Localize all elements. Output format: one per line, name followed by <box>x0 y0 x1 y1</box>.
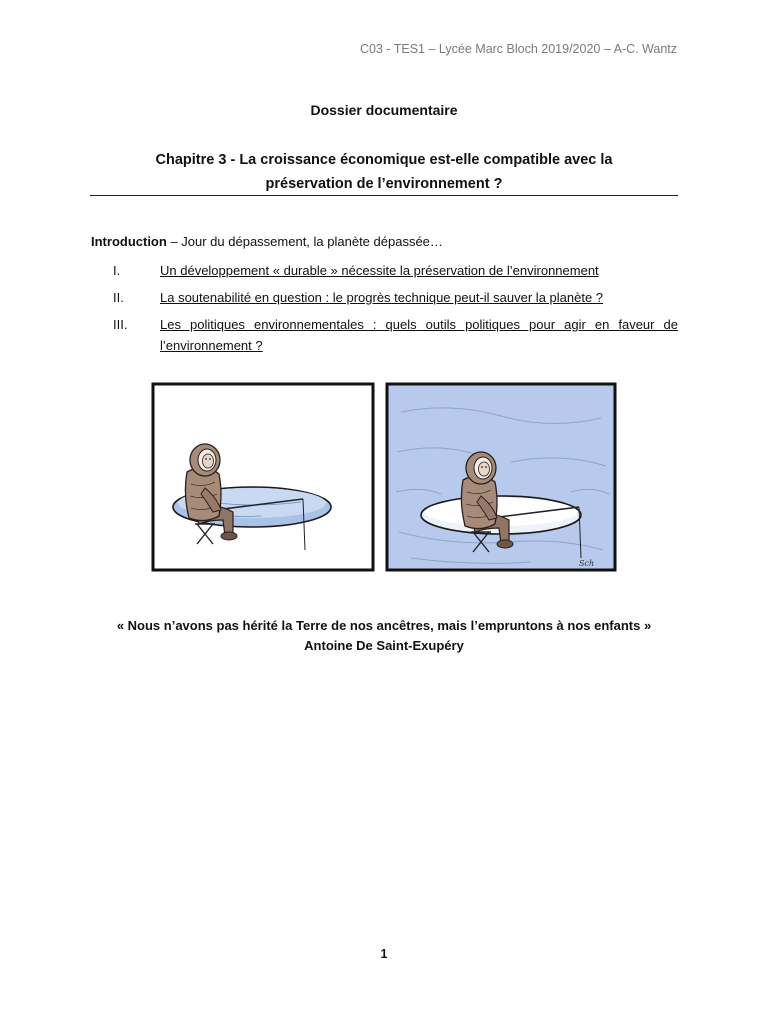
toc-number: III. <box>113 317 128 332</box>
quote-text: « Nous n’avons pas hérité la Terre de nos ancêtres, mais l’empruntons à nos enfants » <box>116 618 652 633</box>
introduction-text: – Jour du dépassement, la planète dépassée… <box>166 234 443 249</box>
toc-text-line-1: Les politiques environnementales : quels outils politiques pour agir en faveur de <box>160 317 678 332</box>
introduction-line <box>91 234 443 249</box>
title-divider <box>90 195 678 196</box>
document-title: Dossier documentaire <box>310 102 458 118</box>
toc-number: I. <box>113 263 121 278</box>
toc-text <box>160 314 678 356</box>
cartoon-signature: Sch <box>579 559 595 568</box>
toc-text-line-2: l’environnement ? <box>160 338 263 353</box>
cartoon-illustration <box>151 382 617 572</box>
chapter-title-line-2: préservation de l’environnement ? <box>265 176 503 192</box>
page-number: 1 <box>380 947 388 961</box>
toc-text: Un développement « durable » nécessite la préservation de l’environnement <box>160 263 599 278</box>
chapter-title <box>90 148 678 196</box>
page-header: C03 - TES1 – Lycée Marc Bloch 2019/2020 – A-C. Wantz <box>359 42 677 56</box>
chapter-title-line-1: Chapitre 3 - La croissance économique est-elle compatible avec la <box>155 152 613 168</box>
introduction-label: Introduction <box>91 234 167 249</box>
toc-number: II. <box>113 290 124 305</box>
toc-text: La soutenabilité en question : le progrès technique peut-il sauver la planète ? <box>160 290 604 305</box>
quote-author: Antoine De Saint-Exupéry <box>304 638 464 653</box>
